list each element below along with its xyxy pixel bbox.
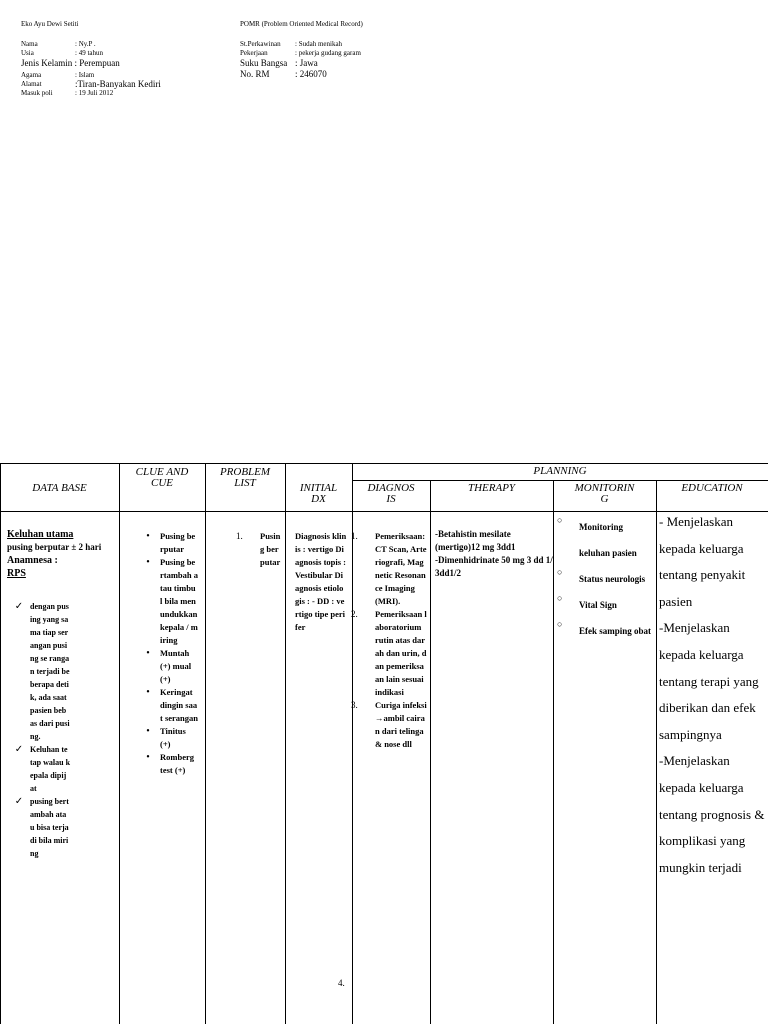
list-item-text: Pusing berputar: [160, 531, 196, 554]
education-item: - Menjelaskan kepada keluarga tentang penyakit pasien: [659, 514, 746, 609]
header-bottom-border: [0, 511, 768, 512]
list-item-text: Pemeriksaan laboratorium rutin atas darah dan urin, dan pemeriksaan lain sesuai indikasi: [375, 609, 427, 697]
problem-list-item: [236, 530, 284, 569]
anamnesa-label: Anamnesa :: [7, 555, 58, 566]
list-item: [557, 514, 655, 566]
field-label: Nama: [21, 40, 38, 48]
problem-number: 1.: [236, 531, 243, 541]
header-monitoring: MONITORIN G: [574, 482, 635, 505]
field-row: [21, 89, 161, 98]
list-item-text: pusing bertambah atau bisa terjadi bila miring: [30, 797, 69, 858]
list-item: [8, 600, 106, 743]
field-row: [240, 58, 361, 69]
list-number: 3.: [351, 700, 358, 710]
list-number: 2.: [351, 609, 358, 619]
col-border: [285, 463, 286, 1024]
therapy-item: -Dimenhidrinate 50 mg 3 dd 1/ 3dd1/2: [435, 555, 553, 578]
field-label: Agama: [21, 71, 42, 79]
col-border: [430, 480, 431, 1024]
list-item: [136, 751, 200, 777]
list-item-text: Pusing bertambah atau timbul bila menundukkan kepala / miring: [160, 557, 199, 645]
planning-diagnosis-list: [351, 530, 429, 751]
header-problem-list: PROBLEM LIST: [219, 466, 271, 489]
list-item-text: Pemeriksaan: CT Scan, Arteriografi, Magnetic Resonance Imaging (MRI).: [375, 531, 427, 606]
field-row: [21, 49, 161, 58]
field-value: : Perempuan: [74, 58, 120, 68]
field-row: [240, 49, 361, 58]
circle-bullet-icon: ○: [557, 593, 563, 603]
field-value: : Jawa: [295, 58, 318, 68]
keluhan-utama-label: Keluhan utama: [7, 529, 74, 540]
initial-dx-text: Diagnosis klinis : vertigo Diagnosis topis : Vestibular Diagnosis etiologis : - DD : vertigo tipe perifer: [295, 531, 347, 632]
list-item-text: Status neurologis: [579, 574, 646, 584]
header-therapy: THERAPY: [467, 482, 516, 494]
problem-text: Pusing berputar: [260, 531, 281, 567]
list-number: 1.: [351, 531, 358, 541]
field-label: Usia: [21, 49, 34, 57]
keluhan-utama-text: pusing berputar ± 2 hari: [7, 542, 102, 552]
rps-label: RPS: [7, 568, 26, 579]
patient-fields-left: [21, 40, 161, 98]
check-icon: ✓: [14, 796, 24, 807]
bullet-icon: •: [146, 531, 150, 542]
list-item-text: Vital Sign: [579, 600, 617, 610]
list-item: [136, 647, 200, 686]
monitoring-list: [557, 514, 655, 644]
list-item: [351, 699, 429, 751]
list-item: [136, 686, 200, 725]
header-education: EDUCATION: [681, 482, 743, 494]
list-item-text: Tinitus (+): [160, 726, 186, 749]
check-icon: ✓: [14, 601, 24, 612]
col-border: [0, 463, 1, 1024]
list-item-text: Curiga infeksi →ambil cairan dari telinga& nose dll: [375, 700, 427, 749]
field-row: [21, 40, 161, 49]
table-top-border: [0, 463, 768, 464]
list-item: [351, 530, 429, 608]
field-value: : 246070: [295, 69, 327, 79]
document-title: POMR (Problem Oriented Medical Record): [240, 20, 363, 28]
list-item-text: Monitoring keluhan pasien: [579, 522, 637, 558]
field-value: : 49 tahun: [75, 49, 103, 57]
col-border: [205, 463, 206, 1024]
field-row: [21, 58, 161, 69]
list-number: 4.: [338, 978, 345, 988]
check-icon: ✓: [14, 744, 24, 755]
author-name: Eko Ayu Dewi Setiti: [21, 20, 79, 28]
circle-bullet-icon: ○: [557, 619, 563, 629]
field-value: : 19 Juli 2012: [75, 89, 114, 97]
patient-fields-right: [240, 40, 361, 80]
list-item-text: Keringat dingin saat serangan: [160, 687, 199, 723]
field-label: Pekerjaan: [240, 49, 268, 57]
col-border: [656, 480, 657, 1024]
field-label: St.Perkawinan: [240, 40, 281, 48]
list-item-text: Muntah (+) mual (+): [160, 648, 192, 684]
data-base-list: [8, 600, 106, 860]
field-label: Alamat: [21, 80, 42, 88]
list-item: [8, 743, 106, 795]
list-item-text: Romberg test (+): [160, 752, 194, 775]
header-initial-dx: INITIAL DX: [299, 482, 338, 505]
list-item: [557, 618, 655, 644]
education-item: -Menjelaskan kepada keluarga tentang terapi yang diberikan dan efek sampingnya: [659, 620, 759, 742]
header-diagnosis: DIAGNOS IS: [367, 482, 415, 505]
clue-and-cue-list: [136, 530, 200, 777]
field-label: Jenis Kelamin: [21, 58, 73, 68]
education-list: [659, 509, 765, 881]
education-item: -Menjelaskan kepada keluarga tentang prognosis & komplikasi yang mungkin terjadi: [659, 753, 765, 875]
header-data-base: DATA BASE: [32, 482, 87, 494]
field-value: : pekerja gudang garam: [295, 49, 361, 57]
list-item: [136, 530, 200, 556]
circle-bullet-icon: ○: [557, 567, 563, 577]
bullet-icon: •: [146, 752, 150, 763]
col-border: [553, 480, 554, 1024]
list-item-text: Keluhan tetap walau kepala dipijat: [30, 745, 71, 793]
field-value: : Islam: [75, 71, 95, 79]
list-item: [557, 566, 655, 592]
field-row: [240, 40, 361, 49]
bullet-icon: •: [146, 687, 150, 698]
field-value: : Ny.P .: [75, 40, 96, 48]
list-item-text: dengan pusing yang sama tiap serangan pusing se rangan terjadi beberapa detik, ada saat pasien bebas dari pusing.: [30, 602, 70, 741]
header-clue-and-cue: CLUE AND CUE: [135, 466, 189, 489]
field-value: :Tiran-Banyakan Kediri: [75, 79, 161, 89]
list-item: [351, 608, 429, 699]
bullet-icon: •: [146, 726, 150, 737]
circle-bullet-icon: ○: [557, 515, 563, 525]
list-item: [8, 795, 106, 860]
field-row: [240, 69, 361, 80]
therapy-list: [435, 528, 553, 580]
header-planning: PLANNING: [533, 465, 587, 477]
bullet-icon: •: [146, 557, 150, 568]
list-item: [136, 556, 200, 647]
field-row: [21, 80, 161, 89]
field-label: No. RM: [240, 69, 270, 79]
planning-divider: [352, 480, 768, 481]
field-value: : Sudah menikah: [295, 40, 343, 48]
list-item-text: Efek samping obat: [579, 626, 652, 636]
field-label: Masuk poli: [21, 89, 53, 97]
data-base-intro: [7, 528, 103, 580]
list-item: [136, 725, 200, 751]
bullet-icon: •: [146, 648, 150, 659]
therapy-item: -Betahistin mesilate (mertigo)12 mg 3dd1: [435, 529, 516, 552]
col-border: [119, 463, 120, 1024]
list-item: [557, 592, 655, 618]
field-label: Suku Bangsa: [240, 58, 288, 68]
